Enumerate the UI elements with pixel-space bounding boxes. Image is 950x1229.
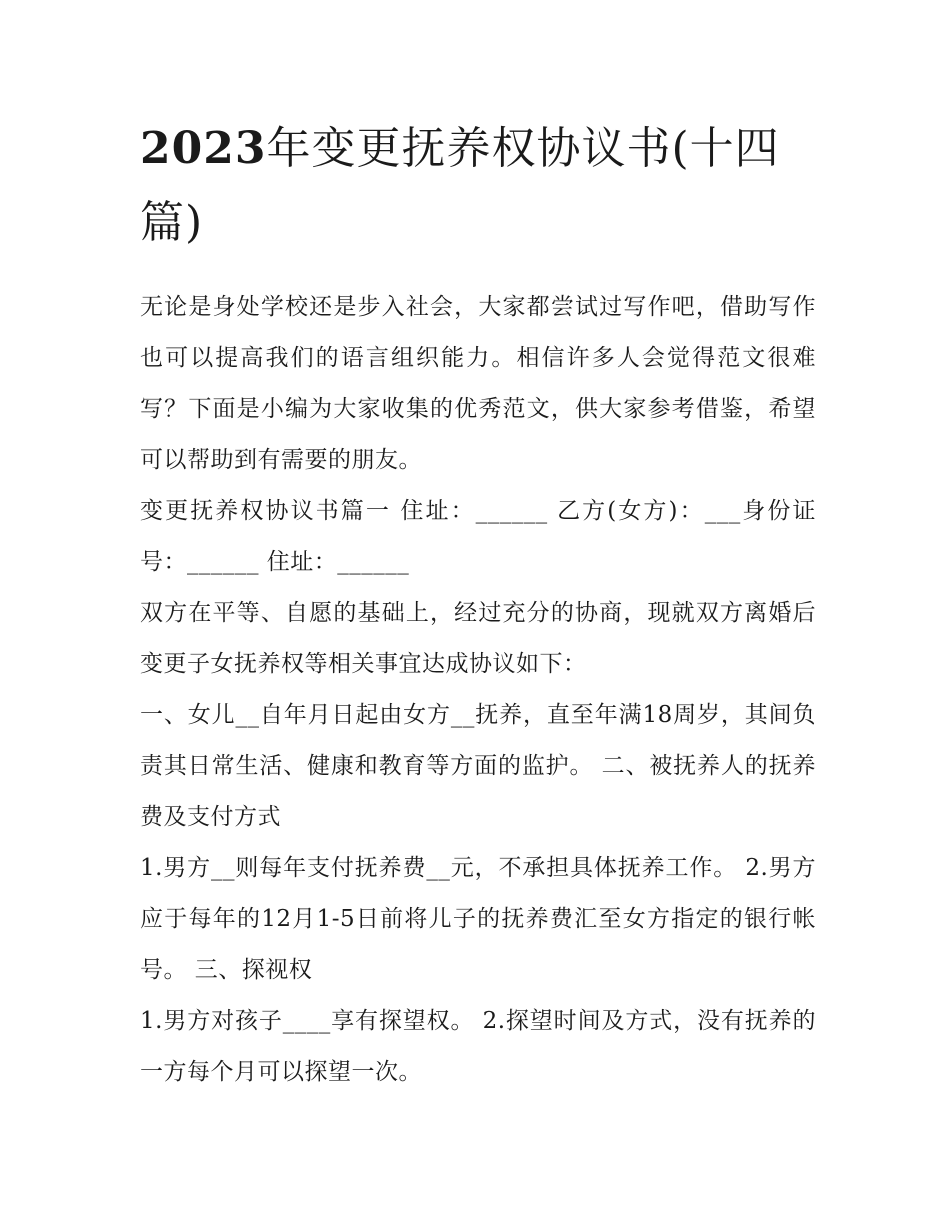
- agreement-preamble: 双方在平等、自愿的基础上，经过充分的协商，现就双方离婚后变更子女抚养权等相关事宜达成协议如下：: [140, 600, 816, 677]
- title-text: 年变更抚养权协议书(十四篇): [140, 123, 780, 248]
- document-title: [140, 112, 816, 260]
- clause-support-payment: 1.男方__则每年支付抚养费__元，不承担具体抚养工作。 2.男方应于每年的12月1-5日前将儿子的抚养费汇至女方指定的银行帐号。 三、探视权: [140, 855, 816, 983]
- document-page: [140, 112, 816, 1098]
- clause-custody: 一、女儿__自年月日起由女方__抚养，直至年满18周岁，其间负责其日常生活、健康和教育等方面的监护。 二、被抚养人的抚养费及支付方式: [140, 702, 816, 830]
- title-year: 2023: [140, 123, 267, 174]
- clause-visitation: 1.男方对孩子____享有探望权。 2.探望时间及方式，没有抚养的一方每个月可以探望一次。: [140, 1008, 816, 1085]
- intro-paragraph: 无论是身处学校还是步入社会，大家都尝试过写作吧，借助写作也可以提高我们的语言组织能力。相信许多人会觉得范文很难写？下面是小编为大家收集的优秀范文，供大家参考借鉴，希望可以帮助到有需要的朋友。: [140, 294, 816, 473]
- parties-paragraph: 变更抚养权协议书篇一 住址：______ 乙方(女方)：___身份证号：______ 住址：______: [140, 498, 816, 575]
